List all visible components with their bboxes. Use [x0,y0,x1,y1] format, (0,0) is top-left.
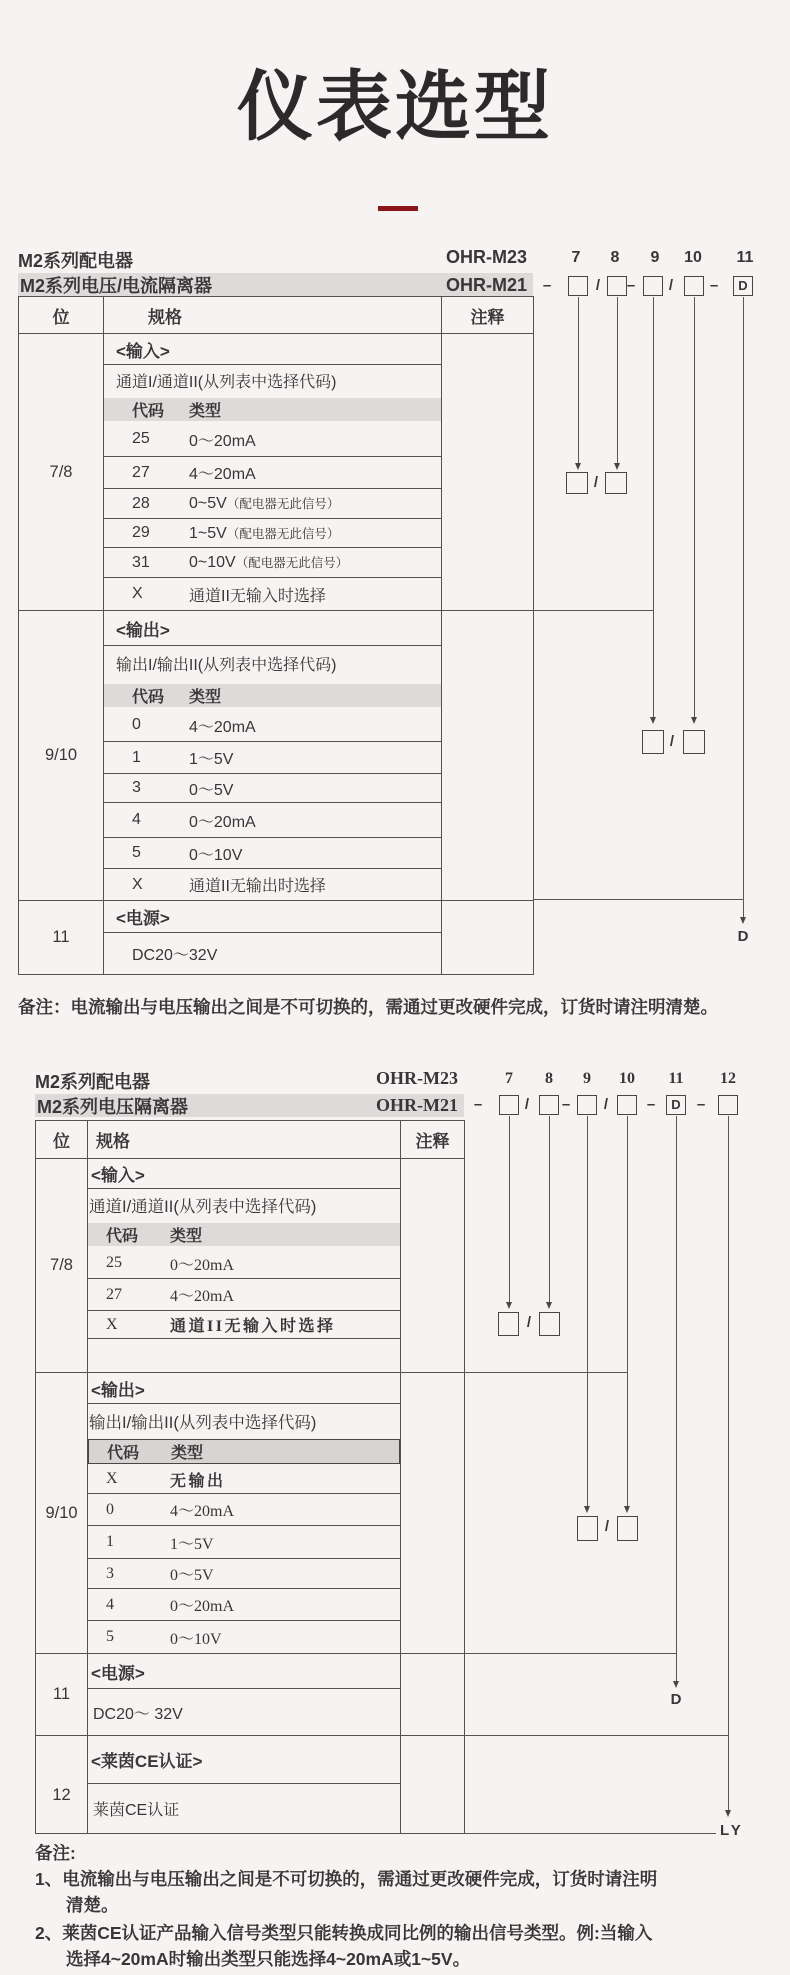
type-value: 4～20mA [189,466,256,483]
t1-arrow [614,463,620,470]
t1-model-m21: OHR-M21 [445,275,527,295]
code-value: 1 [132,748,141,766]
type-value: 0～5V [170,1567,214,1584]
type-header: 类型 [170,1228,203,1245]
t1-code-row [104,457,442,489]
t2-code-row [88,1311,401,1339]
t1-note-cell [442,901,534,975]
t1-note-cell [442,611,534,901]
t2-d-label: D [670,1691,682,1708]
t2-section-subheading: 输出I/输出II(从列表中选择代码) [89,1413,317,1432]
type-value: 0～20mA [189,432,256,450]
t2-code-row [88,1494,401,1526]
t1-code-row [104,519,442,548]
code-value: X [132,875,143,893]
t2-code-box-8 [539,1095,559,1115]
t2-power-row: DC20～ 32V [93,1705,183,1723]
t1-digit-label: 7 [571,249,581,266]
code-value: 1 [106,1533,114,1550]
t2-drop-line-12 [728,1116,729,1810]
t2-bottom-extension-line [464,1833,716,1834]
code-value: 0 [132,716,141,734]
t1-note-cell [442,334,534,611]
t2-code-box-10 [617,1095,637,1115]
type-value: 0～10V [170,1630,222,1648]
t1-input-pair-box [566,472,588,494]
t1-codebar-cell [104,681,442,710]
t2-digit-label: 7 [505,1070,513,1087]
type-value: 0~5V [189,495,227,512]
t1-series-line2: M2系列电压/电流隔离器 [20,275,213,296]
type-header: 类型 [189,688,222,706]
t1-pair-slash: / [593,474,599,491]
t2-code-row [88,1249,401,1279]
t2-code-row [88,1589,401,1621]
t2-input-pair-box [539,1312,560,1336]
t2-note-line: 1、电流输出与电压输出之间是不可切换的，需通过更改硬件完成，订货时请注明 [35,1869,658,1889]
t2-code-slash: / [603,1096,609,1113]
t2-drop-line-10 [627,1116,628,1506]
t2-ce-row: 莱茵CE认证 [93,1802,180,1819]
t2-code-dash: – [561,1096,571,1113]
t2-digit-label: 8 [545,1070,553,1087]
t2-arrow [624,1506,630,1513]
t1-code-header-bar [104,684,441,707]
t1-code-header-bar [104,398,441,421]
type-value: 0~10V [189,554,236,571]
t1-code-row [104,578,442,611]
t2-code-box-7 [499,1095,519,1115]
t2-codebar-cell [88,1221,401,1249]
code-value: X [132,585,143,602]
t1-code-row [104,548,442,578]
t1-drop-line-9 [653,297,654,717]
code-value: X [106,1315,118,1333]
t2-code-row [88,1526,401,1559]
t2-ly-label: LY [720,1822,744,1839]
t1-code-box-11-d: D [733,276,753,296]
t2-note-cell [401,1654,465,1736]
code-value: 27 [132,463,150,481]
type-note: （配电器无此信号） [226,497,340,511]
t2-code-header-bar [88,1223,400,1246]
t2-digit-label: 12 [720,1070,736,1087]
type-value: 0～5V [189,781,234,799]
t1-code-dash: – [542,277,552,294]
t1-drop-line-8 [617,297,618,463]
t2-pair-slash: / [604,1518,610,1535]
t1-code-row [104,742,442,774]
t1-code-row [104,489,442,519]
t2-note-cell [401,1373,465,1654]
type-value: 0～20mA [170,1256,235,1274]
code-value: 3 [106,1564,114,1582]
t2-pos-cell: 9/10 [36,1373,88,1654]
code-value: 0 [106,1500,114,1518]
t2-pos-cell: 11 [36,1654,88,1736]
t2-arrow [673,1681,679,1688]
t2-code-box-11-d: D [666,1095,686,1115]
type-value: 4～20mA [170,1288,235,1305]
t1-arrow [691,717,697,724]
t1-section-subheading: 输出I/输出II(从列表中选择代码) [116,656,337,674]
t2-section-heading: <莱茵CE认证> [88,1736,401,1784]
t2-code-row [88,1279,401,1311]
t2-drop-line-11 [676,1116,677,1681]
type-header: 类型 [171,1445,204,1462]
t2-pair-slash: / [526,1314,532,1331]
t1-spec-table [18,296,534,975]
t2-pos-cell: 12 [36,1736,88,1834]
t1-output-pair-box [642,730,664,754]
t1-power-row: DC20～32V [132,947,218,964]
type-value: 通道II无输入时选择 [170,1318,336,1335]
type-note: （配电器无此信号） [226,526,340,541]
t2-section-extension-line [464,1372,627,1373]
t1-arrow [650,717,656,724]
t1-section-heading: <输出> [104,611,442,646]
t2-note-line: 清楚。 [66,1895,119,1915]
t1-code-row [104,710,442,742]
code-header: 代码 [132,688,165,706]
t2-notes-title: 备注: [35,1843,76,1863]
t2-col-header-pos: 位 [36,1121,88,1159]
t2-pos-cell: 7/8 [36,1159,88,1373]
code-value: 27 [106,1285,122,1303]
type-value: 4～20mA [170,1503,235,1520]
type-header: 类型 [189,403,222,420]
t2-code-header-bar [88,1439,400,1464]
t2-code-dash: – [473,1096,483,1113]
code-value: 28 [132,494,150,512]
t1-series-line1: M2系列配电器 [18,251,134,271]
type-value: 通道II无输入时选择 [189,587,326,605]
t2-digit-label: 9 [583,1070,591,1087]
type-value: 0～20mA [189,813,256,831]
code-value: X [106,1470,118,1488]
t2-section-heading: <电源> [88,1654,401,1689]
t1-code-row [104,869,442,901]
t2-arrow [506,1302,512,1309]
t1-input-pair-box [605,472,627,494]
t2-code-row [88,1621,401,1654]
t2-code-dash: – [696,1096,706,1113]
t1-pos-cell: 9/10 [19,611,104,901]
t1-section-extension-line [533,610,653,611]
t2-digit-label: 11 [668,1070,684,1087]
t1-digit-label: 9 [650,249,660,266]
type-note: （配电器无此信号） [235,556,349,570]
t2-drop-line-9 [587,1116,588,1506]
code-value: 31 [132,553,150,571]
t1-note: 备注：电流输出与电压输出之间是不可切换的，需通过更改硬件完成，订货时请注明清楚。 [18,997,718,1017]
t1-drop-line-7 [578,297,579,463]
code-header: 代码 [106,1228,139,1245]
code-value: 5 [106,1628,114,1645]
t1-code-box-9 [643,276,663,296]
t1-pair-slash: / [669,733,675,750]
t2-input-pair-box [498,1312,519,1336]
t1-code-box-7 [568,276,588,296]
t1-code-row [104,838,442,869]
t2-code-slash: / [524,1096,530,1113]
t1-drop-line-10 [694,297,695,717]
t2-note-line: 2、莱茵CE认证产品输入信号类型只能转换成同比例的输出信号类型。例:当输入 [35,1923,653,1943]
t1-code-dash: – [709,277,719,294]
t2-output-pair-box [577,1516,598,1541]
t2-model-m21: OHR-M21 [376,1095,458,1115]
t2-section-extension-line [464,1735,728,1736]
t2-empty-row [88,1339,401,1373]
t1-output-pair-box [683,730,705,754]
t2-note-cell [401,1159,465,1373]
t1-col-header-note: 注释 [442,297,534,334]
t2-output-pair-box [617,1516,638,1541]
t1-section-extension-line [533,899,743,900]
t2-drop-line-7 [509,1116,510,1302]
t1-code-dash: – [626,277,636,294]
title-accent-dash [378,206,418,211]
code-value: 25 [132,430,150,448]
t1-arrow [740,917,746,924]
t1-code-row [104,423,442,457]
t2-section-heading: <输出> [88,1373,401,1404]
t1-model-m23: OHR-M23 [445,247,527,267]
code-header: 代码 [132,403,165,420]
page-title: 仪表选型 [237,65,553,150]
t2-note-cell [401,1736,465,1834]
t2-section-extension-line [464,1653,676,1654]
t1-section-heading: <输入> [104,334,442,365]
t2-code-dash: – [646,1096,656,1113]
t1-code-row [104,774,442,803]
code-value: 4 [106,1595,114,1613]
type-value: 0～20mA [170,1598,235,1615]
type-value: 1～5V [170,1535,214,1553]
t2-code-box-12 [718,1095,738,1115]
t2-col-header-note: 注释 [401,1121,465,1159]
t1-code-box-10 [684,276,704,296]
type-value: 通道II无输出时选择 [189,878,326,895]
t1-code-box-8 [607,276,627,296]
t2-code-row [88,1466,401,1494]
t2-codebar-cell [88,1438,401,1466]
type-value: 4～20mA [189,718,256,736]
t2-arrow [546,1302,552,1309]
t2-arrow [725,1810,731,1817]
t1-digit-label: 11 [736,249,754,266]
code-header: 代码 [107,1445,140,1462]
t1-section-subheading: 通道I/通道II(从列表中选择代码) [116,374,337,392]
t2-section-subheading: 通道I/通道II(从列表中选择代码) [89,1197,317,1216]
t2-arrow [584,1506,590,1513]
t1-pos-cell: 7/8 [19,334,104,611]
t1-digit-label: 8 [610,249,620,266]
t2-spec-table [35,1120,465,1834]
type-value: 无输出 [170,1472,226,1490]
t1-d-label: D [737,928,749,945]
t2-section-heading: <输入> [88,1159,401,1189]
code-value: 5 [132,844,141,861]
t1-arrow [575,463,581,470]
t2-digit-label: 10 [619,1070,635,1087]
code-value: 4 [132,811,141,828]
type-value: 1~5V [189,524,227,542]
t2-series-line1: M2系列配电器 [35,1072,151,1092]
t1-digit-label: 10 [684,249,702,266]
type-value: 1～5V [189,751,234,768]
t2-model-m23: OHR-M23 [376,1068,458,1088]
t1-col-header-pos: 位 [19,297,104,334]
t1-drop-line-11 [743,297,744,917]
t2-code-box-9 [577,1095,597,1115]
t1-code-slash: / [668,277,674,294]
t1-section-heading: <电源> [104,901,442,933]
code-value: 29 [132,524,150,541]
t1-col-header-spec: 规格 [104,297,442,334]
t2-drop-line-8 [549,1116,550,1302]
t1-pos-cell: 11 [19,901,104,975]
t2-col-header-spec: 规格 [88,1121,401,1159]
t1-code-row [104,803,442,838]
t2-code-row [88,1559,401,1589]
t1-codebar-cell [104,397,442,423]
code-value: 3 [132,779,141,796]
type-value: 0～10V [189,846,243,864]
t2-series-line2: M2系列电压隔离器 [37,1096,189,1117]
t2-note-line: 选择4~20mA时输出类型只能选择4~20mA或1~5V。 [66,1949,471,1969]
t1-code-slash: / [595,277,601,294]
code-value: 25 [106,1254,122,1272]
